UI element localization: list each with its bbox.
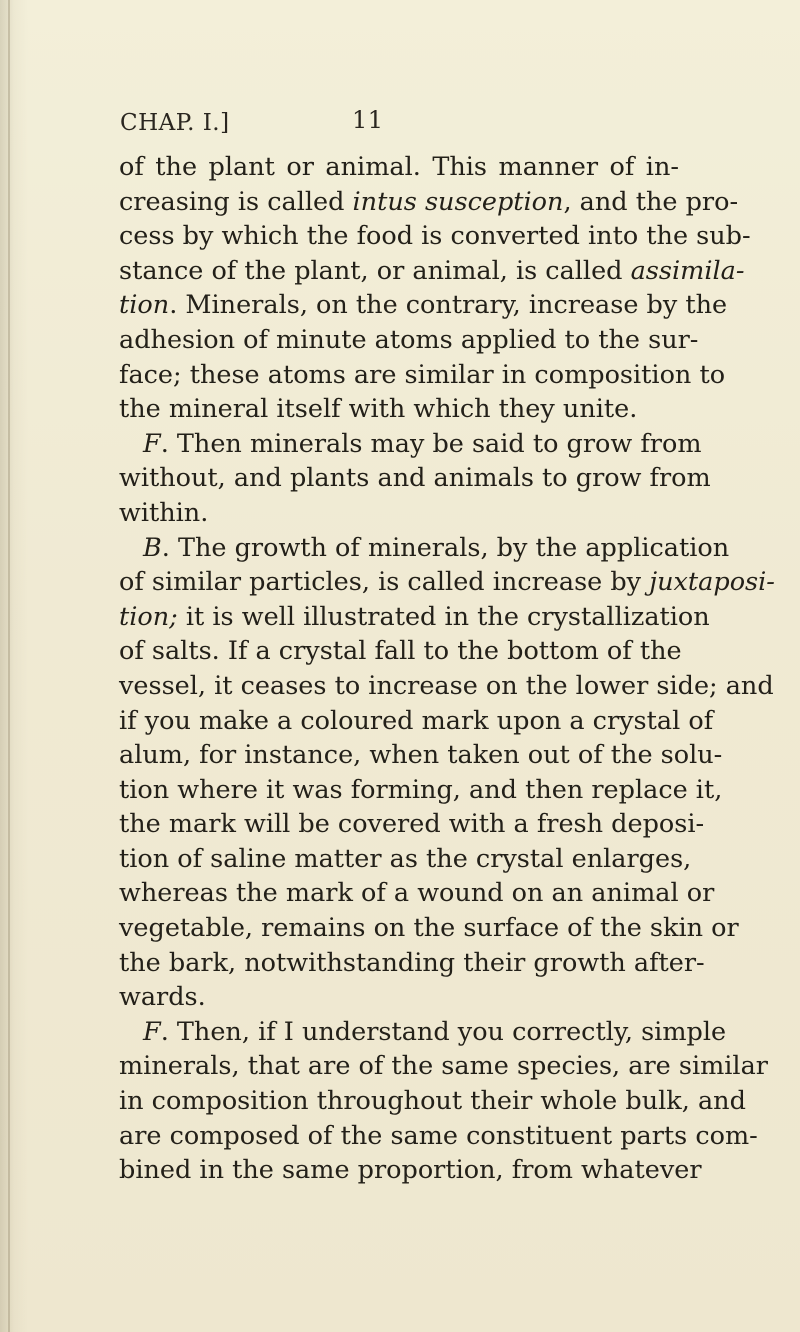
text-run: the bark, notwithstanding their growth after- <box>119 947 705 978</box>
text-line <box>119 1153 702 1188</box>
text-run: of the plant or animal. This manner of in- <box>119 152 679 182</box>
text-line <box>119 1084 746 1119</box>
text-line <box>119 1049 768 1084</box>
text-line <box>119 565 775 600</box>
text-run: vegetable, remains on the surface of the skin or <box>119 913 739 944</box>
text-line <box>119 807 705 842</box>
text-run: adhesion of minute atoms applied to the sur- <box>119 324 699 355</box>
text-line <box>119 876 715 911</box>
text-line <box>119 1119 758 1154</box>
text-line <box>119 392 679 427</box>
text-run: the mineral itself with which they unite. <box>119 394 638 425</box>
text-run: . The growth of minerals, by the application <box>161 532 730 563</box>
text-run: alum, for instance, when taken out of the solu- <box>119 740 723 771</box>
text-run: in composition throughout their whole bulk, and <box>119 1086 746 1117</box>
text-run: cess by which the food is converted into the sub- <box>119 221 751 252</box>
italic-term: B <box>143 532 162 563</box>
text-run: of similar particles, is called increase by <box>119 567 650 598</box>
text-run: of salts. If a crystal fall to the bottom of the <box>119 636 682 667</box>
italic-term: juxtaposi- <box>649 567 775 598</box>
italic-term: F <box>143 1016 161 1047</box>
text-run: tion of saline matter as the crystal enlarges, <box>119 843 692 874</box>
text-line <box>119 219 751 254</box>
text-line <box>119 704 714 739</box>
text-run: are composed of the same constituent parts com- <box>119 1120 758 1151</box>
text-line <box>119 496 679 531</box>
text-run: creasing is called <box>119 186 353 217</box>
text-line <box>119 185 739 220</box>
text-run: . Then minerals may be said to grow from <box>160 428 702 459</box>
text-run: whereas the mark of a wound on an animal or <box>119 878 715 909</box>
text-line <box>119 911 739 946</box>
italic-term: tion <box>119 290 170 321</box>
italic-term: assimila- <box>630 255 745 286</box>
text-run: it is well illustrated in the crystallization <box>177 601 710 632</box>
text-run: bined in the same proportion, from whatever <box>119 1155 702 1186</box>
text-line <box>119 254 745 289</box>
italic-term: intus susception <box>352 186 564 217</box>
text-run: . Minerals, on the contrary, increase by the <box>169 290 728 321</box>
text-run: . Then, if I understand you correctly, simple <box>160 1016 727 1047</box>
text-line <box>119 600 710 635</box>
text-line <box>119 634 682 669</box>
text-run: , and the pro- <box>563 186 739 217</box>
binding-gutter <box>8 0 10 1332</box>
chapter-heading: CHAP. I.] <box>120 110 230 136</box>
italic-term: F <box>143 428 161 459</box>
text-line <box>119 980 679 1015</box>
text-run: without, and plants and animals to grow from <box>119 463 711 494</box>
text-line <box>119 738 723 773</box>
text-line <box>119 288 728 323</box>
text-line <box>119 323 699 358</box>
text-run: vessel, it ceases to increase on the lower side; and <box>119 670 774 701</box>
italic-term: tion; <box>119 601 178 632</box>
text-run: stance of the plant, or animal, is called <box>119 255 631 286</box>
text-run: if you make a coloured mark upon a crystal of <box>119 705 714 736</box>
text-line <box>119 461 711 496</box>
page-number: 11 <box>352 106 384 134</box>
text-line <box>119 669 774 704</box>
text-run: wards. <box>119 982 206 1013</box>
text-run: tion where it was forming, and then replace it, <box>119 774 723 805</box>
body-text <box>119 150 775 1188</box>
running-header <box>120 106 640 146</box>
text-line <box>119 842 692 877</box>
text-line <box>119 358 726 393</box>
text-line <box>119 150 679 185</box>
text-line <box>119 427 702 462</box>
text-run: within. <box>119 497 209 528</box>
text-run: minerals, that are of the same species, are similar <box>119 1051 768 1082</box>
text-line <box>119 1015 727 1050</box>
text-line <box>119 531 730 566</box>
text-line <box>119 773 723 808</box>
text-run: face; these atoms are similar in composition to <box>119 359 726 390</box>
text-line <box>119 946 705 981</box>
text-run: the mark will be covered with a fresh deposi- <box>119 809 705 840</box>
